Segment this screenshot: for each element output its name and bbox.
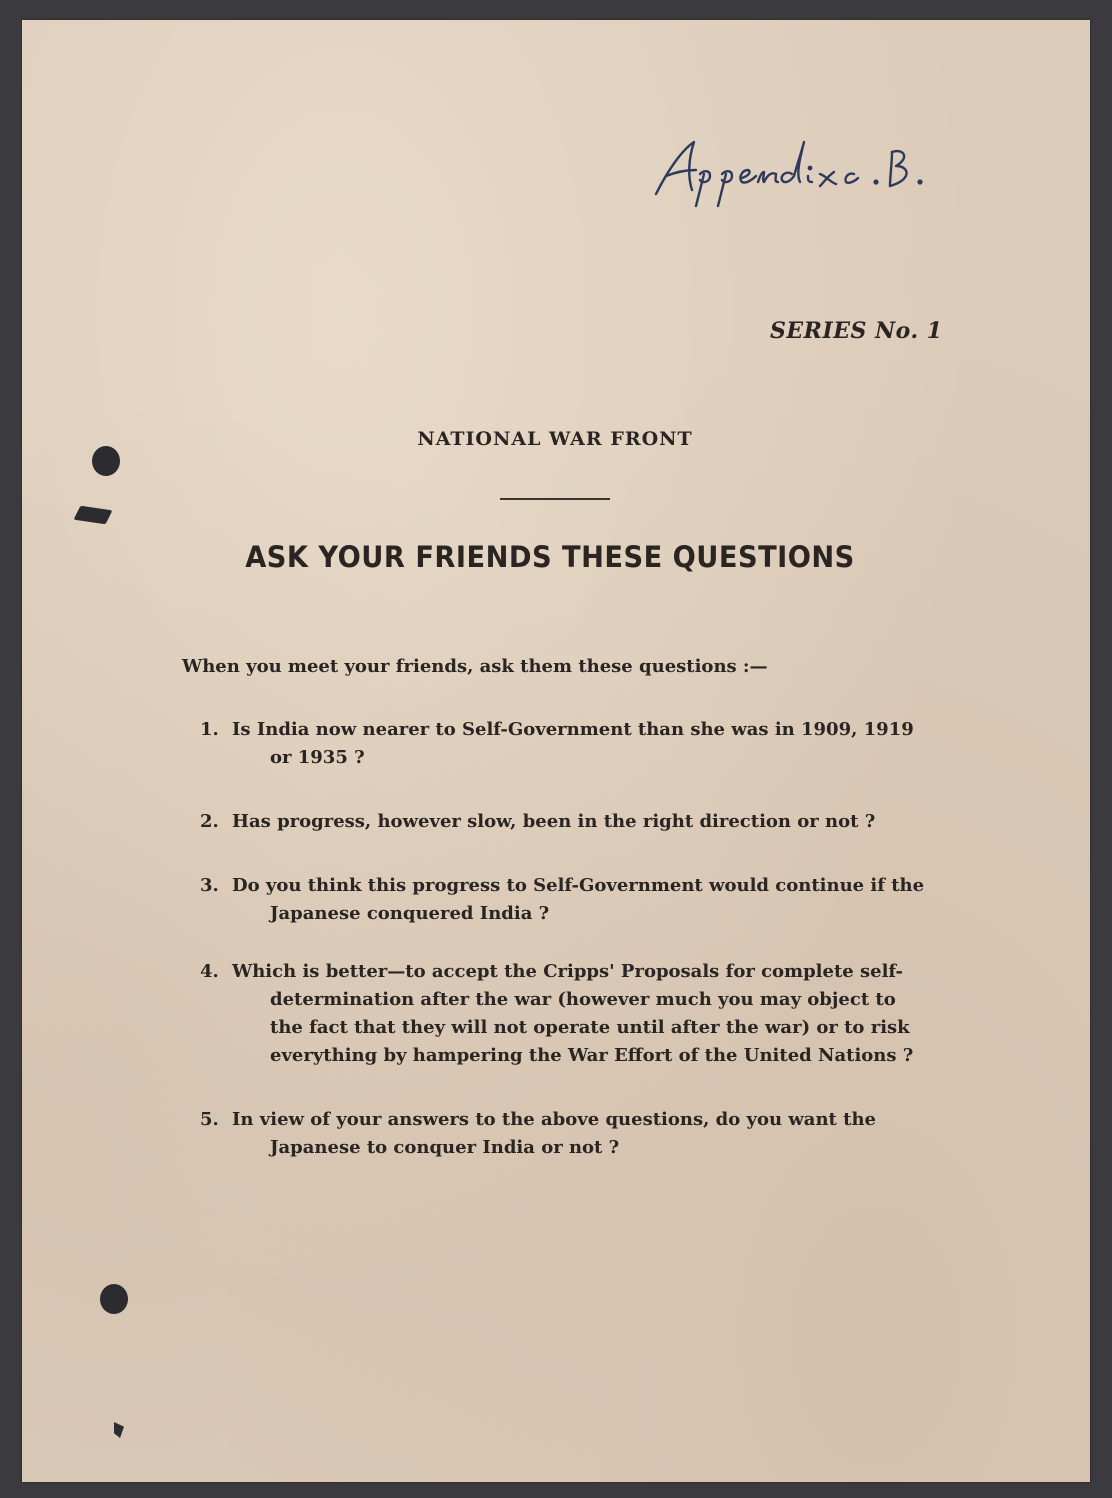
question-line: Has progress, however slow, been in the right direction or not ? <box>232 811 876 832</box>
question-line: the fact that they will not operate until after the war) or to risk <box>270 1017 910 1038</box>
question-number: 4. <box>200 961 219 982</box>
question-number: 5. <box>200 1109 219 1130</box>
question-line: Japanese conquered India ? <box>270 903 550 924</box>
question-item <box>200 808 940 836</box>
question-item <box>200 1106 940 1162</box>
question-number: 1. <box>200 719 219 740</box>
question-line: Which is better—to accept the Cripps' Proposals for complete self- <box>232 961 904 982</box>
question-line: everything by hampering the War Effort of the United Nations ? <box>270 1045 914 1066</box>
question-item <box>200 872 940 928</box>
page-title: ASK YOUR FRIENDS THESE QUESTIONS <box>245 540 855 574</box>
question-item <box>200 716 940 772</box>
question-line: Is India now nearer to Self-Government than she was in 1909, 1919 <box>232 719 914 740</box>
organization-heading: NATIONAL WAR FRONT <box>417 428 693 450</box>
question-line: Do you think this progress to Self-Government would continue if the <box>232 875 925 896</box>
question-line: determination after the war (however much you may object to <box>270 989 896 1010</box>
question-number: 3. <box>200 875 219 896</box>
heading-divider <box>500 498 610 500</box>
question-line: In view of your answers to the above questions, do you want the <box>232 1109 876 1130</box>
question-item <box>200 958 940 1070</box>
handwritten-appendix-annotation <box>648 130 1018 210</box>
question-number: 2. <box>200 811 219 832</box>
punch-hole-bottom <box>100 1284 128 1314</box>
series-number: SERIES No. 1 <box>770 318 943 344</box>
question-line: Japanese to conquer India or not ? <box>270 1137 620 1158</box>
punch-hole-top <box>92 446 120 476</box>
question-line: or 1935 ? <box>270 747 365 768</box>
intro-text: When you meet your friends, ask them these questions :— <box>182 656 768 677</box>
